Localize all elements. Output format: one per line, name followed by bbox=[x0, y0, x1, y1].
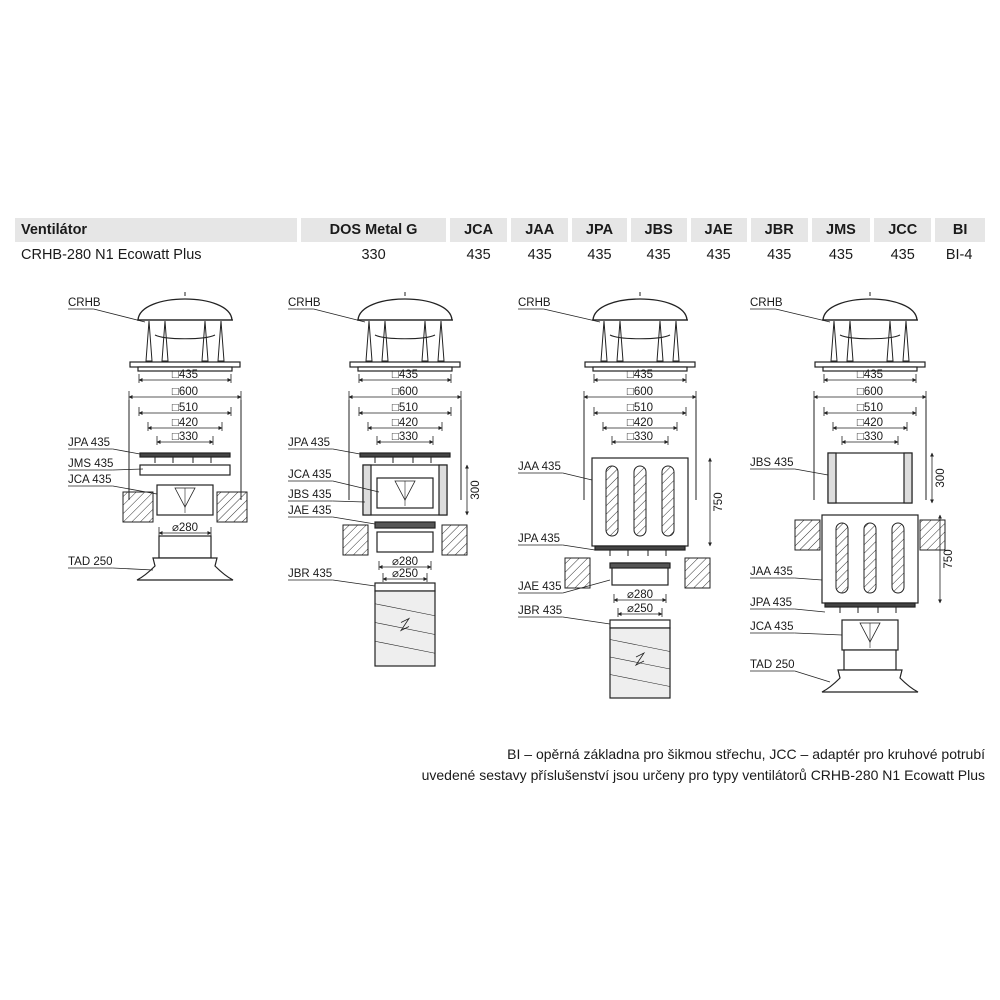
tad-collar bbox=[822, 670, 918, 692]
part-label: CRHB bbox=[68, 297, 101, 309]
table-cell: 435 bbox=[828, 247, 854, 263]
table-row bbox=[15, 242, 985, 268]
jms-frame bbox=[140, 465, 230, 475]
jbs-wall bbox=[828, 453, 836, 503]
fan-leg bbox=[366, 321, 372, 361]
fan-dome bbox=[823, 299, 917, 320]
fan-base-plate bbox=[815, 362, 925, 367]
dimension-label: □420 bbox=[391, 417, 419, 429]
fan-leg bbox=[438, 321, 444, 361]
jbs-wall bbox=[439, 465, 447, 515]
dimension-label: 300 bbox=[470, 480, 482, 500]
dimension-label: □435 bbox=[391, 369, 419, 381]
part-label: CRHB bbox=[750, 297, 783, 309]
leader-line bbox=[113, 568, 153, 570]
leader-line bbox=[333, 517, 375, 524]
fan-dome bbox=[138, 299, 232, 320]
dimension-label: □330 bbox=[171, 431, 199, 443]
table-cell: 435 bbox=[646, 247, 671, 263]
part-label: TAD 250 bbox=[750, 659, 795, 671]
fan-base-plate bbox=[350, 362, 460, 367]
part-label: JPA 435 bbox=[288, 437, 330, 449]
part-label: JCA 435 bbox=[750, 621, 794, 633]
table-cell: CRHB-280 N1 Ecowatt Plus bbox=[21, 247, 202, 263]
part-label: TAD 250 bbox=[68, 556, 113, 568]
leader-line bbox=[113, 449, 140, 454]
col-header: JBS bbox=[629, 218, 689, 242]
assembly-4 bbox=[750, 292, 955, 692]
fan-base-plate bbox=[585, 362, 695, 367]
leader-line bbox=[544, 309, 600, 322]
part-label: JAA 435 bbox=[518, 461, 561, 473]
assembly-2 bbox=[288, 292, 482, 666]
fan-leg bbox=[422, 321, 428, 361]
jbr-flange bbox=[375, 583, 435, 591]
col-header: JPA bbox=[570, 218, 628, 242]
part-label: JPA 435 bbox=[518, 533, 560, 545]
note-line-2: uvedené sestavy příslušenství jsou určeny pro typy ventilátorů CRHB-280 N1 Ecowatt Plus bbox=[421, 767, 985, 783]
leader-line bbox=[314, 309, 365, 322]
jbr-flange bbox=[610, 620, 670, 628]
col-header: Ventilátor bbox=[15, 218, 299, 242]
dimension-label: 750 bbox=[943, 549, 955, 569]
leader-line bbox=[795, 469, 828, 475]
fan-base-plate bbox=[130, 362, 240, 367]
leader-line bbox=[563, 617, 610, 624]
part-label: JBR 435 bbox=[288, 568, 333, 580]
leader-line bbox=[113, 469, 143, 470]
roof-section-hatched bbox=[685, 558, 710, 588]
dimension-label: ⌀250 bbox=[391, 568, 419, 580]
dimension-label: □435 bbox=[626, 369, 654, 381]
jpa-plate bbox=[360, 453, 450, 457]
leader-line bbox=[776, 309, 830, 322]
roof-section-hatched bbox=[795, 520, 820, 550]
roof-section-hatched bbox=[123, 492, 153, 522]
fan-dome bbox=[593, 299, 687, 320]
fan-leg bbox=[673, 321, 679, 361]
part-label: JCA 435 bbox=[288, 469, 332, 481]
dimension-label: □600 bbox=[626, 386, 654, 398]
table-cell: 435 bbox=[767, 247, 792, 263]
jaa-silencer-baffle bbox=[606, 466, 618, 536]
dimension-label: □420 bbox=[626, 417, 654, 429]
leader-line bbox=[795, 578, 822, 580]
col-header: JCC bbox=[872, 218, 933, 242]
dimension-label: □510 bbox=[626, 402, 654, 414]
part-label: JBS 435 bbox=[750, 457, 794, 469]
dimension-label: ⌀250 bbox=[626, 603, 654, 615]
dimension-label: 750 bbox=[713, 492, 725, 512]
col-header: DOS Metal G bbox=[299, 218, 448, 242]
tad-neck bbox=[844, 650, 896, 670]
dimension-label: □600 bbox=[171, 386, 199, 398]
fan-leg bbox=[903, 321, 909, 361]
dimension-label: □420 bbox=[171, 417, 199, 429]
leader-line bbox=[333, 449, 360, 454]
leader-line bbox=[333, 580, 375, 586]
tad-neck bbox=[159, 536, 211, 558]
table-cell: 435 bbox=[587, 247, 612, 263]
leader-line bbox=[563, 545, 595, 550]
fan-leg bbox=[887, 321, 893, 361]
col-header: BI bbox=[933, 218, 985, 242]
col-header: JMS bbox=[810, 218, 872, 242]
part-label: CRHB bbox=[288, 297, 321, 309]
dimension-label: ⌀280 bbox=[391, 556, 419, 568]
tad-collar bbox=[137, 558, 233, 580]
roof-section-hatched bbox=[442, 525, 467, 555]
accessory-table bbox=[15, 218, 985, 268]
dimension-label: □510 bbox=[391, 402, 419, 414]
leader-line bbox=[795, 633, 842, 635]
jaa-silencer-baffle bbox=[892, 523, 904, 593]
dimension-label: ⌀280 bbox=[171, 522, 199, 534]
dimension-label: □600 bbox=[391, 386, 419, 398]
dimension-label: □330 bbox=[391, 431, 419, 443]
assembly-1 bbox=[68, 292, 247, 580]
fan-leg bbox=[382, 321, 388, 361]
part-label: JMS 435 bbox=[68, 458, 114, 470]
dimension-label: □435 bbox=[856, 369, 884, 381]
dimension-label: □330 bbox=[626, 431, 654, 443]
fan-leg bbox=[601, 321, 607, 361]
jbs-base bbox=[828, 453, 912, 503]
dimension-label: ⌀280 bbox=[626, 589, 654, 601]
dimension-label: □510 bbox=[856, 402, 884, 414]
roof-section-hatched bbox=[565, 558, 590, 588]
part-label: JBS 435 bbox=[288, 489, 332, 501]
leader-line bbox=[795, 609, 825, 612]
fan-leg bbox=[617, 321, 623, 361]
table-cell: 435 bbox=[527, 247, 552, 263]
jpa-plate bbox=[595, 546, 685, 550]
table-cell: BI-4 bbox=[945, 247, 973, 263]
col-header: JCA bbox=[448, 218, 509, 242]
part-label: JAA 435 bbox=[750, 566, 793, 578]
table-cell: 330 bbox=[361, 247, 386, 263]
part-label: CRHB bbox=[518, 297, 551, 309]
jaa-silencer-baffle bbox=[864, 523, 876, 593]
leader-line bbox=[94, 309, 145, 322]
dimension-label: □330 bbox=[856, 431, 884, 443]
note-line-1: BI – opěrná základna pro šikmou střechu, JCC – adaptér pro kruhové potrubí bbox=[507, 746, 985, 762]
col-header: JAE bbox=[689, 218, 749, 242]
jbs-wall bbox=[904, 453, 912, 503]
jaa-silencer-baffle bbox=[662, 466, 674, 536]
leader-line bbox=[333, 501, 365, 502]
fan-leg bbox=[831, 321, 837, 361]
fan-leg bbox=[847, 321, 853, 361]
jaa-silencer-baffle bbox=[836, 523, 848, 593]
roof-section-hatched bbox=[343, 525, 368, 555]
table-cell: 435 bbox=[706, 247, 731, 263]
fan-leg bbox=[162, 321, 168, 361]
part-label: JPA 435 bbox=[750, 597, 792, 609]
assembly-3 bbox=[518, 292, 725, 698]
dimension-label: □510 bbox=[171, 402, 199, 414]
fan-leg bbox=[657, 321, 663, 361]
dimension-label: □420 bbox=[856, 417, 884, 429]
leader-line bbox=[563, 473, 592, 480]
table-cell: 435 bbox=[890, 247, 915, 263]
jpa-plate bbox=[140, 453, 230, 457]
jae-flange bbox=[375, 522, 435, 528]
leader-line bbox=[795, 671, 830, 682]
table-cell: 435 bbox=[466, 247, 491, 263]
part-label: JAE 435 bbox=[518, 581, 562, 593]
fan-dome bbox=[358, 299, 452, 320]
dimension-label: □600 bbox=[856, 386, 884, 398]
table-header-row bbox=[15, 218, 985, 242]
jaa-silencer-baffle bbox=[634, 466, 646, 536]
jae-sleeve bbox=[377, 532, 433, 552]
col-header: JBR bbox=[749, 218, 810, 242]
fan-leg bbox=[202, 321, 208, 361]
part-label: JCA 435 bbox=[68, 474, 112, 486]
part-label: JPA 435 bbox=[68, 437, 110, 449]
part-label: JAE 435 bbox=[288, 505, 332, 517]
fan-leg bbox=[146, 321, 152, 361]
assembly-diagram bbox=[0, 280, 1000, 720]
jpa-plate bbox=[825, 603, 915, 607]
roof-section-hatched bbox=[920, 520, 945, 550]
dimension-label: □435 bbox=[171, 369, 199, 381]
part-label: JBR 435 bbox=[518, 605, 563, 617]
fan-leg bbox=[218, 321, 224, 361]
col-header: JAA bbox=[509, 218, 570, 242]
jae-flange bbox=[610, 563, 670, 568]
dimension-label: 300 bbox=[935, 468, 947, 488]
roof-section-hatched bbox=[217, 492, 247, 522]
